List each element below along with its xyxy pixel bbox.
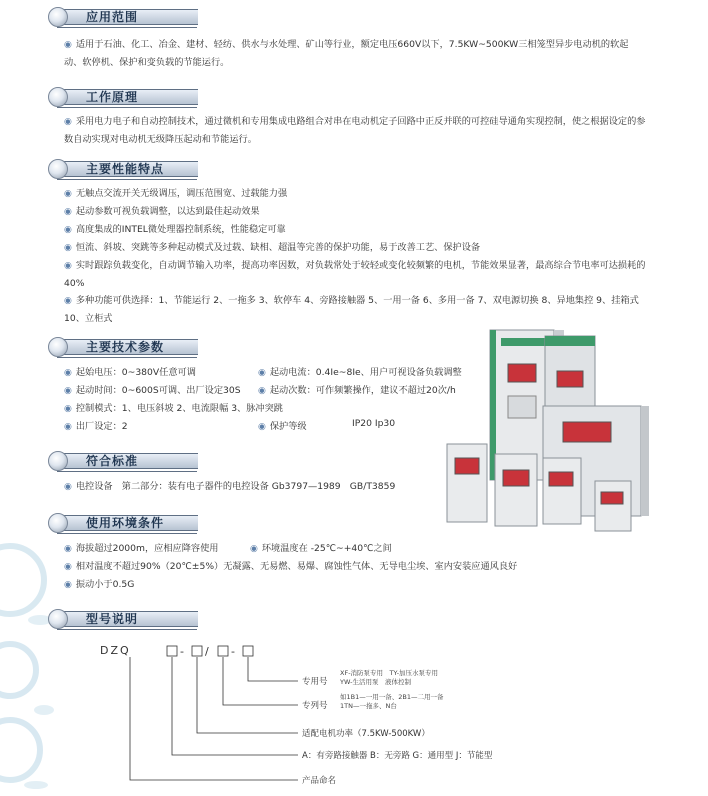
model-diagram-lines <box>100 643 520 793</box>
section-header-environment <box>48 512 198 534</box>
bullet-circle-icon <box>48 609 68 629</box>
tech-param: ◉ 保护等级 <box>258 421 307 432</box>
section-header-standard <box>48 450 198 472</box>
section-title: 应用范围 <box>86 10 139 24</box>
section-header-application <box>48 6 198 28</box>
series-label: 专列号 <box>302 701 328 711</box>
tech-param: ◉ 出厂设定：2 <box>64 421 128 432</box>
list-item: ◉ 恒流、斜坡、突跳等多种起动模式及过载、缺相、超温等完善的保护功能，易于改善工艺、保护设备 <box>64 242 481 253</box>
special-label: 专用号 <box>302 677 328 687</box>
bullet-circle-icon <box>48 87 68 107</box>
bullet-circle-icon <box>48 337 68 357</box>
special-desc: XF-消防泵专用 TY-加压水泵专用 <box>340 669 439 677</box>
product-photo <box>445 326 670 536</box>
section-title: 主要性能特点 <box>86 162 165 176</box>
list-item: ◉ 海拔超过2000m，应相应降容使用 <box>64 543 219 554</box>
section-title: 使用环境条件 <box>86 516 165 530</box>
bullet-circle-icon <box>48 513 68 533</box>
series-desc: 如1B1—一用一备、2B1—二用一备 <box>340 693 444 701</box>
tech-param: ◉ 起动次数：可作频繁操作，建议不超过20次/h <box>258 385 456 396</box>
tech-param: ◉ 起动电流：0.4Ie~8Ie、用户可视设备负载调整 <box>258 367 462 378</box>
application-text: ◉ 适用于石油、化工、冶金、建材、轻纺、供水与水处理、矿山等行业，额定电压660V以下，7.5KW~500KW三相笼型异步电动机的软起动、软停机、保护和变负载的节能运行。 <box>64 39 629 68</box>
list-item: ◉ 高度集成的INTEL微处理器控制系统，性能稳定可靠 <box>64 224 286 235</box>
type-label: A：有旁路接触器 B：无旁路 G：通用型 J：节能型 <box>302 751 493 761</box>
principle-text: ◉ 采用电力电子和自动控制技术，通过微机和专用集成电路组合对串在电动机定子回路中正反并联的可控硅导通角实现控制，使之根据设定的参数自动实现对电动机无级降压起动和节能运行。 <box>64 116 646 145</box>
dash: - <box>231 645 235 658</box>
dash: - <box>180 645 184 658</box>
slash: / <box>205 645 209 658</box>
section-header-tech <box>48 336 198 358</box>
section-title: 型号说明 <box>86 612 139 626</box>
list-item: ◉ 起动参数可视负载调整，以达到最佳起动效果 <box>64 206 260 217</box>
bullet-circle-icon <box>48 7 68 27</box>
list-item: ◉ 实时跟踪负载变化，自动调节输入功率，提高功率因数，对负载常处于较轻或变化较频繁的电机，节能效果显著，最高综合节电率可达损耗的40% <box>64 260 646 289</box>
bullet-circle-icon <box>48 159 68 179</box>
features-list <box>64 185 646 327</box>
protection-value: IP20 Ip30 <box>352 418 396 429</box>
section-header-features <box>48 158 198 180</box>
bullet-icon: ◉ <box>64 117 72 127</box>
section-title: 符合标准 <box>86 454 139 468</box>
tech-param: ◉ 控制模式：1、电压斜坡 2、电流限幅 3、脉冲突跳 <box>64 403 283 414</box>
tech-param: ◉ 起始电压：0~380V任意可调 <box>64 367 196 378</box>
section-title: 主要技术参数 <box>86 340 165 354</box>
special-desc: YW-生活用泵 液体控制 <box>340 678 411 686</box>
list-item: ◉ 环境温度在 -25℃~+40℃之间 <box>250 543 392 554</box>
list-item: ◉ 多种功能可供选择：1、节能运行 2、一拖多 3、软停车 4、旁路接触器 5、一用一备 6、多用一备 7、双电源切换 8、异地集控 9、挂箱式 10、立柜式 <box>64 295 639 324</box>
bullet-icon: ◉ <box>64 40 72 50</box>
section-header-model <box>48 608 198 630</box>
list-item: ◉ 相对温度不超过90%（20℃±5%）无凝露、无易燃、易爆、腐蚀性气体、无导电尘埃、室内安装应通风良好 <box>64 561 518 572</box>
model-code: DZQ <box>100 644 131 657</box>
list-item: ◉ 无触点交流开关无级调压，调压范围宽、过载能力强 <box>64 188 288 199</box>
name-label: 产品命名 <box>302 776 337 786</box>
standard-text: ◉ 电控设备 第二部分：装有电子器件的电控设备 Gb3797—1989 GB/T3859 <box>64 481 396 492</box>
section-title: 工作原理 <box>86 90 139 104</box>
tech-param: ◉ 起动时间：0~600S可调、出厂设定30S <box>64 385 241 396</box>
power-label: 适配电机功率（7.5KW-500KW） <box>302 729 430 739</box>
bullet-circle-icon <box>48 451 68 471</box>
series-desc: 1TN—一拖多、N台 <box>340 702 397 710</box>
section-header-principle <box>48 86 198 108</box>
model-code-diagram <box>100 643 520 793</box>
list-item: ◉ 振动小于0.5G <box>64 579 135 590</box>
